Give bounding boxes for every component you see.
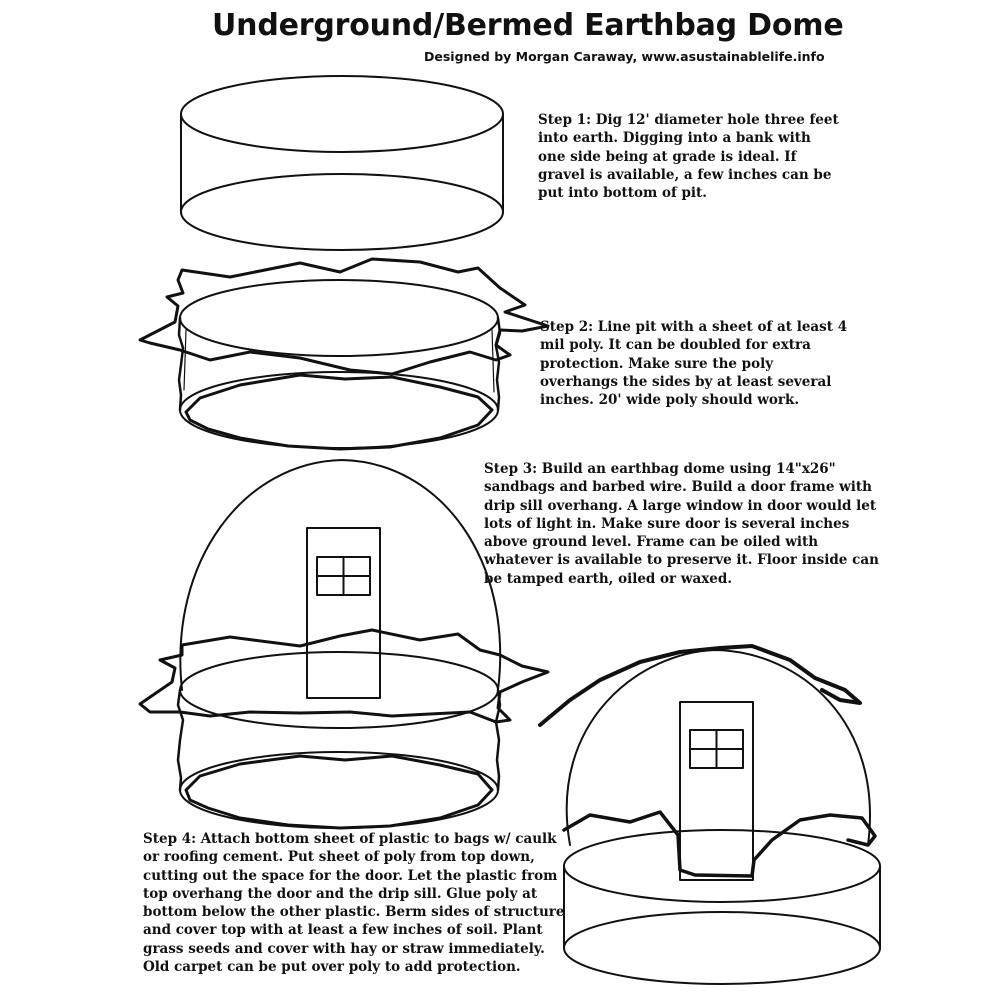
bermed-poly-line xyxy=(564,812,875,876)
step-2-line-3: protection. Make sure the poly xyxy=(540,355,774,372)
pit-bottom xyxy=(181,174,503,250)
step-1-text xyxy=(538,111,838,202)
lined-pit-bottom xyxy=(180,372,498,448)
step2-lined-pit-drawing xyxy=(140,259,548,449)
step-1-line-2: into earth. Digging into a bank with xyxy=(538,130,811,147)
step4-bermed-dome-drawing xyxy=(540,646,880,984)
bermed-pit-bottom xyxy=(564,912,880,984)
poly-left-wall xyxy=(179,318,183,410)
page-title: Underground/Bermed Earthbag Dome xyxy=(212,8,844,43)
pit-top-rim xyxy=(181,76,503,152)
step-2-line-2: mil poly. It can be doubled for extra xyxy=(540,337,811,354)
step-2-line-5: inches. 20' wide poly should work. xyxy=(540,392,800,409)
step-2-line-1: Step 2: Line pit with a sheet of at least 4 xyxy=(540,319,848,335)
step-2-text xyxy=(540,318,848,409)
step-2-line-4: overhangs the sides by at least several xyxy=(540,373,832,390)
dome-pit-left-wall xyxy=(178,690,183,790)
step-4-line-7: grass seeds and cover with hay or straw immediately. xyxy=(143,940,545,957)
step-4-line-6: and cover top with at least a few inches of soil. Plant xyxy=(143,922,543,939)
step-4-line-5: bottom below the other plastic. Berm sides of structure xyxy=(143,904,565,921)
step-3-line-6: whatever is available to preserve it. Floor inside can xyxy=(484,552,879,569)
bermed-door-frame xyxy=(680,702,753,880)
step-3-line-1: Step 3: Build an earthbag dome using 14"x26" xyxy=(484,461,836,477)
step-4-line-1: Step 4: Attach bottom sheet of plastic to bags w/ caulk xyxy=(143,831,557,847)
step-3-line-2: sandbags and barbed wire. Build a door frame with xyxy=(484,479,872,496)
step-4-line-3: cutting out the space for the door. Let the plastic from xyxy=(143,867,558,884)
step-4-line-8: Old carpet can be put over poly to add protection. xyxy=(143,959,521,976)
step-1-line-4: gravel is available, a few inches can be xyxy=(538,166,832,183)
step-3-line-5: above ground level. Frame can be oiled with xyxy=(484,534,819,551)
step-1-line-5: put into bottom of pit. xyxy=(538,185,707,202)
lined-pit-top-rim xyxy=(180,280,498,356)
step-4-line-4: top overhang the door and the drip sill. Glue poly at xyxy=(143,885,538,902)
dome-pit-bottom xyxy=(180,752,498,828)
step-3-line-7: be tamped earth, oiled or waxed. xyxy=(484,570,733,587)
step-3-text xyxy=(484,460,879,588)
step-3-line-3: drip sill overhang. A large window in door would let xyxy=(484,497,877,514)
designer-credit: Designed by Morgan Caraway, www.asustainablelife.info xyxy=(424,49,825,64)
step-4-text xyxy=(143,830,565,976)
bermed-pit-top-rim xyxy=(564,830,880,902)
dome-pit-top-rim xyxy=(180,652,498,728)
step1-pit-drawing xyxy=(181,76,503,250)
step-1-line-3: one side being at grade is ideal. If xyxy=(538,148,797,165)
step-3-line-4: lots of light in. Make sure door is several inches xyxy=(484,515,850,532)
door-frame xyxy=(307,528,380,698)
step-1-line-1: Step 1: Dig 12' diameter hole three feet xyxy=(538,112,839,128)
step-4-line-2: or roofing cement. Put sheet of poly from top down, xyxy=(143,849,535,866)
